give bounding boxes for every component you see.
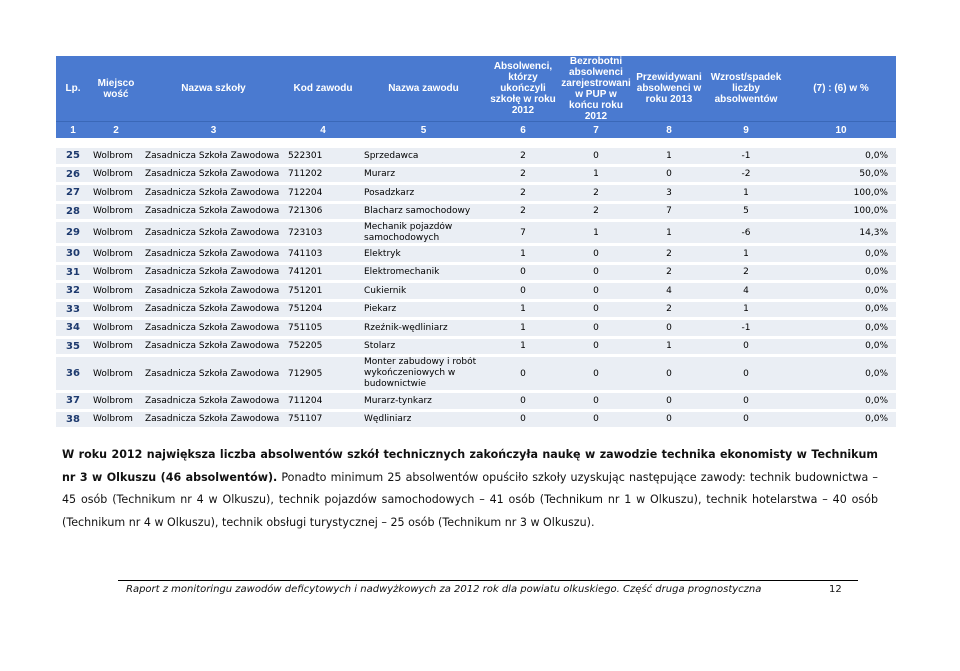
table-row <box>56 393 896 412</box>
row-szkola: Zasadnicza Szkoła Zawodowa <box>145 227 280 238</box>
column-number: 4 <box>320 124 326 136</box>
row-lp: 28 <box>66 205 80 217</box>
row-lp: 34 <box>66 322 80 334</box>
row-wzrost: 0 <box>743 341 749 352</box>
row-bezrobotni: 0 <box>593 150 599 161</box>
row-miejscowosc: Wolbrom <box>93 150 133 161</box>
table-body <box>56 148 896 430</box>
row-wzrost: -1 <box>741 322 751 333</box>
row-lp: 26 <box>66 168 80 180</box>
row-procent: 0,0% <box>865 368 888 379</box>
column-number: 10 <box>835 124 847 136</box>
row-lp: 33 <box>66 303 80 315</box>
row-przewidywani: 0 <box>666 414 672 425</box>
row-przewidywani: 2 <box>666 267 672 278</box>
header-nazwa-szkoly: Nazwa szkoły <box>181 83 246 94</box>
data-table <box>56 56 896 430</box>
row-miejscowosc: Wolbrom <box>93 395 133 406</box>
row-przewidywani: 1 <box>666 150 672 161</box>
row-miejscowosc: Wolbrom <box>93 267 133 278</box>
row-wzrost: -2 <box>741 169 751 180</box>
row-procent: 0,0% <box>865 322 888 333</box>
row-miejscowosc: Wolbrom <box>93 414 133 425</box>
row-bezrobotni: 1 <box>593 169 599 180</box>
row-lp: 27 <box>66 187 80 199</box>
row-wzrost: 0 <box>743 368 749 379</box>
column-number: 1 <box>70 124 76 136</box>
column-number: 3 <box>210 124 217 136</box>
row-przewidywani: 0 <box>666 322 672 333</box>
row-procent: 0,0% <box>865 248 888 259</box>
row-kod: 712905 <box>288 368 323 379</box>
row-zawod: Piekarz <box>364 304 397 315</box>
row-szkola: Zasadnicza Szkoła Zawodowa <box>145 187 280 198</box>
row-kod: 721306 <box>288 206 323 217</box>
row-absolwenci: 0 <box>520 395 526 406</box>
row-procent: 100,0% <box>853 206 888 217</box>
row-procent: 0,0% <box>865 304 888 315</box>
row-miejscowosc: Wolbrom <box>93 341 133 352</box>
table-row <box>56 204 896 223</box>
row-miejscowosc: Wolbrom <box>93 285 133 296</box>
row-kod: 712204 <box>288 187 323 198</box>
row-kod: 751204 <box>288 304 323 315</box>
row-absolwenci: 2 <box>520 150 526 161</box>
table-row <box>56 320 896 339</box>
row-wzrost: 2 <box>743 267 749 278</box>
row-kod: 751105 <box>288 322 323 333</box>
row-bezrobotni: 2 <box>593 187 599 198</box>
header-kod-zawodu: Kod zawodu <box>293 83 353 94</box>
row-absolwenci: 2 <box>520 169 526 180</box>
row-bezrobotni: 0 <box>593 267 599 278</box>
row-przewidywani: 2 <box>666 304 672 315</box>
row-miejscowosc: Wolbrom <box>93 248 133 259</box>
row-absolwenci: 0 <box>520 368 526 379</box>
row-szkola: Zasadnicza Szkoła Zawodowa <box>145 395 280 406</box>
row-zawod: Cukiernik <box>364 285 407 296</box>
row-kod: 751201 <box>288 285 323 296</box>
summary-bold-text: W roku 2012 największa liczba absolwentów szkół technicznych zakończyła naukę w zawodzie technika ekonomisty w Technikum nr 3 w Olkuszu (46 absolwentów). <box>62 448 878 484</box>
row-procent: 0,0% <box>865 285 888 296</box>
table-header <box>56 56 896 121</box>
row-przewidywani: 7 <box>666 206 672 217</box>
row-lp: 35 <box>66 340 80 352</box>
row-lp: 31 <box>66 266 80 278</box>
row-kod: 711202 <box>288 169 323 180</box>
row-lp: 37 <box>66 395 80 407</box>
row-miejscowosc: Wolbrom <box>93 322 133 333</box>
row-kod: 711204 <box>288 395 323 406</box>
column-number: 6 <box>520 124 526 136</box>
row-zawod: Elektromechanik <box>364 267 440 278</box>
header-ratio: (7) : (6) w % <box>813 83 869 94</box>
page-number: 12 <box>829 584 842 595</box>
row-zawod: Blacharz samochodowy <box>364 206 471 217</box>
row-zawod: Posadzkarz <box>364 187 415 198</box>
column-number: 2 <box>113 124 119 136</box>
row-bezrobotni: 0 <box>593 285 599 296</box>
row-szkola: Zasadnicza Szkoła Zawodowa <box>145 368 280 379</box>
row-szkola: Zasadnicza Szkoła Zawodowa <box>145 150 280 161</box>
row-wzrost: 1 <box>743 304 749 315</box>
row-wzrost: 4 <box>743 285 749 296</box>
row-lp: 38 <box>66 413 80 425</box>
row-absolwenci: 1 <box>520 304 526 315</box>
row-szkola: Zasadnicza Szkoła Zawodowa <box>145 341 280 352</box>
row-procent: 0,0% <box>865 267 888 278</box>
row-wzrost: 5 <box>743 206 749 217</box>
row-wzrost: -6 <box>741 227 751 238</box>
row-szkola: Zasadnicza Szkoła Zawodowa <box>145 267 280 278</box>
row-wzrost: 1 <box>743 187 749 198</box>
row-zawod: Monter zabudowy i robót wykończeniowych w budownictwie <box>364 357 477 389</box>
row-wzrost: 1 <box>743 248 749 259</box>
row-szkola: Zasadnicza Szkoła Zawodowa <box>145 248 280 259</box>
row-zawod: Wędliniarz <box>364 414 412 425</box>
row-lp: 36 <box>66 368 80 379</box>
row-lp: 29 <box>66 227 80 238</box>
row-bezrobotni: 2 <box>593 206 599 217</box>
header-miejscowosc: Miejsco wość <box>97 77 135 100</box>
summary-paragraph <box>62 444 878 534</box>
header-bezrobotni: Bezrobotni absolwenci zarejestrowani w PUP w końcu roku 2012 <box>561 55 631 122</box>
row-przewidywani: 0 <box>666 169 672 180</box>
table-row <box>56 357 896 393</box>
row-lp: 32 <box>66 285 80 297</box>
row-szkola: Zasadnicza Szkoła Zawodowa <box>145 304 280 315</box>
footer-divider <box>118 580 858 581</box>
row-bezrobotni: 0 <box>593 304 599 315</box>
row-bezrobotni: 1 <box>593 227 599 238</box>
summary-normal-text: Ponadto minimum 25 absolwentów opuściło szkoły uzyskując następujące zawody: technik budownictwa – 45 osób (Technikum nr 4 w Olkuszu), technik pojazdów samochodowych – 41 osób (Technikum nr 1 w Olkuszu), technik hotelarstwa – 40 osób (Technikum nr 4 w Olkuszu), technik obsługi turystycznej – 25 osób (Technikum nr 3 w Olkuszu). <box>62 470 878 529</box>
row-szkola: Zasadnicza Szkoła Zawodowa <box>145 414 280 425</box>
row-szkola: Zasadnicza Szkoła Zawodowa <box>145 322 280 333</box>
row-zawod: Rzeźnik-wędliniarz <box>364 322 448 333</box>
header-nazwa-zawodu: Nazwa zawodu <box>388 83 459 94</box>
table-row <box>56 167 896 186</box>
row-procent: 0,0% <box>865 414 888 425</box>
column-number: 5 <box>420 124 427 136</box>
row-kod: 723103 <box>288 227 323 238</box>
row-absolwenci: 1 <box>520 322 526 333</box>
row-szkola: Zasadnicza Szkoła Zawodowa <box>145 169 280 180</box>
row-bezrobotni: 0 <box>593 322 599 333</box>
row-miejscowosc: Wolbrom <box>93 304 133 315</box>
table-row <box>56 148 896 167</box>
row-przewidywani: 0 <box>666 368 672 379</box>
row-kod: 741103 <box>288 248 323 259</box>
footer-title: Raport z monitoringu zawodów deficytowych i nadwyżkowych za 2012 rok dla powiatu olkuskiego. Część druga prognostyczna <box>126 584 762 595</box>
row-miejscowosc: Wolbrom <box>93 368 133 379</box>
column-number: 7 <box>593 124 599 136</box>
row-kod: 741201 <box>288 267 323 278</box>
row-przewidywani: 2 <box>666 248 672 259</box>
row-przewidywani: 1 <box>666 227 672 238</box>
row-wzrost: 0 <box>743 395 749 406</box>
row-absolwenci: 0 <box>520 285 526 296</box>
row-zawod: Mechanik pojazdów samochodowych <box>364 221 453 243</box>
row-wzrost: -1 <box>741 150 751 161</box>
row-kod: 751107 <box>288 414 323 425</box>
table-row <box>56 185 896 204</box>
row-zawod: Sprzedawca <box>364 150 419 161</box>
row-absolwenci: 2 <box>520 206 526 217</box>
row-procent: 0,0% <box>865 150 888 161</box>
row-bezrobotni: 0 <box>593 395 599 406</box>
row-przewidywani: 0 <box>666 395 672 406</box>
column-number: 9 <box>743 124 749 136</box>
row-zawod: Murarz <box>364 169 396 180</box>
row-przewidywani: 1 <box>666 341 672 352</box>
row-kod: 522301 <box>288 150 323 161</box>
row-bezrobotni: 0 <box>593 414 599 425</box>
table-row <box>56 302 896 321</box>
header-absolwenci: Absolwenci, którzy ukończyli szkołę w roku 2012 <box>490 61 556 116</box>
row-zawod: Stolarz <box>364 341 396 352</box>
table-row <box>56 412 896 431</box>
header-lp: Lp. <box>65 83 81 94</box>
row-procent: 14,3% <box>859 227 888 238</box>
row-procent: 0,0% <box>865 395 888 406</box>
row-lp: 30 <box>66 248 80 260</box>
row-miejscowosc: Wolbrom <box>93 206 133 217</box>
row-absolwenci: 0 <box>520 267 526 278</box>
row-zawod: Elektryk <box>364 248 401 259</box>
table-row <box>56 222 896 246</box>
row-przewidywani: 3 <box>666 187 672 198</box>
row-lp: 25 <box>66 150 80 162</box>
column-numbers-row <box>56 121 896 138</box>
row-absolwenci: 7 <box>520 227 526 238</box>
row-procent: 100,0% <box>853 187 888 198</box>
table-row <box>56 265 896 284</box>
row-przewidywani: 4 <box>666 285 672 296</box>
column-number: 8 <box>666 124 672 136</box>
header-przewidywani: Przewidywani absolwenci w roku 2013 <box>636 72 702 105</box>
row-szkola: Zasadnicza Szkoła Zawodowa <box>145 285 280 296</box>
row-miejscowosc: Wolbrom <box>93 169 133 180</box>
row-wzrost: 0 <box>743 414 749 425</box>
row-szkola: Zasadnicza Szkoła Zawodowa <box>145 206 280 217</box>
row-absolwenci: 0 <box>520 414 526 425</box>
row-miejscowosc: Wolbrom <box>93 227 133 238</box>
row-absolwenci: 1 <box>520 248 526 259</box>
row-procent: 0,0% <box>865 341 888 352</box>
row-absolwenci: 2 <box>520 187 526 198</box>
row-miejscowosc: Wolbrom <box>93 187 133 198</box>
table-row <box>56 246 896 265</box>
row-bezrobotni: 0 <box>593 248 599 259</box>
table-row <box>56 339 896 358</box>
header-wzrost-spadek: Wzrost/spadek liczby absolwentów <box>710 72 782 105</box>
row-zawod: Murarz-tynkarz <box>364 395 432 406</box>
table-row <box>56 283 896 302</box>
row-procent: 50,0% <box>859 169 888 180</box>
row-absolwenci: 1 <box>520 341 526 352</box>
row-bezrobotni: 0 <box>593 341 599 352</box>
row-bezrobotni: 0 <box>593 368 599 379</box>
row-kod: 752205 <box>288 341 323 352</box>
